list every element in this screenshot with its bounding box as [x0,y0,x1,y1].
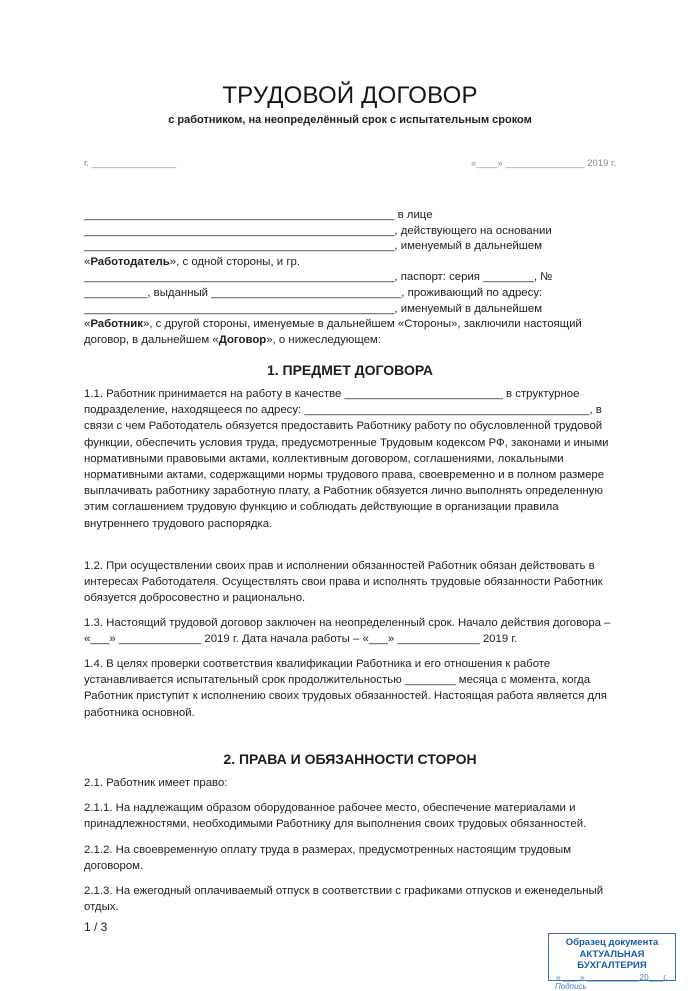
clause-1-2: 1.2. При осуществлении своих прав и исполнении обязанностей Работник обязан действовать в интересах Работодателя. Осуществлять свои права и исполнять трудовые обязанности Работник обязуется добросовестно и рационально. [84,560,603,605]
stamp-signature-label: Подпись [555,982,587,991]
employer-term: Работодатель [90,255,170,268]
parties-line: _________________________________________________, именуемый в дальнейшем [84,240,543,253]
section-2-heading: 2. ПРАВА И ОБЯЗАННОСТИ СТОРОН [223,751,477,767]
contract-term: Договор [218,333,267,346]
document-title: ТРУДОВОЙ ДОГОВОР [222,82,478,109]
employee-line: «Работник», с другой стороны, именуемые в дальнейшем «Стороны», заключили настоящий договор, в дальнейшем «Договор», о нижеследующем: [84,318,582,346]
employer-line: «Работодатель», с одной стороны, и гр. [84,255,300,268]
stamp-date-line: « ___ » ___________20___г. [555,973,669,982]
parties-line: _________________________________________________, действующего на основании [84,224,552,237]
parties-line: _________________________________________________, именуемый в дальнейшем [84,302,543,315]
clause-1-1: 1.1. Работник принимается на работу в качестве _________________________ в структурное подразделение, находящееся по адресу: _____________________________________________, в связи с чем Работодатель обязуется предоставить Работнику работу по обусловленной трудовой функции, обеспечить условия труда, предусмотренные Трудовым кодексом РФ, законами и иными нормативными правовыми актами, коллективным договором, соглашениями, локальными нормативными актами, содержащими нормы трудового права, своевременно и в полном размере выплачивать работнику заработную плату, а Работник обязуется лично выполнять определенную этим соглашением трудовую функцию и соблюдать действующие в организации правила внутреннего трудового распорядка. [84,388,609,530]
parties-line: __________, выданный ______________________________, проживающий по адресу: [84,286,543,299]
employee-term: Работник [90,318,143,331]
page-number: 1 / 3 [84,920,108,934]
clause-1-3: 1.3. Настоящий трудовой договор заключен на неопределенный срок. Начало действия договора – «___» _____________ 2019 г. Дата начала работы – «___» _____________ 2019 г. [84,617,611,646]
clause-2-1-3: 2.1.3. На ежегодный оплачиваемый отпуск в соответствии с графиками отпусков и еженедельный отдых. [84,885,604,914]
document-subtitle: с работником, на неопределённый срок с испытательным сроком [168,114,532,126]
place-date-row [84,158,616,169]
stamp-brand: АКТУАЛЬНАЯ БУХГАЛТЕРИЯ [577,949,647,971]
place-field: г. ________________ [84,158,177,169]
clause-1-4: 1.4. В целях проверки соответствия квалификации Работника и его отношения к работе устанавливается испытательный срок продолжительностью ________ месяца с момента, когда Работник приступит к исполнению своих трудовых обязанностей. Настоящая работа является для работника основной. [84,658,607,719]
sample-stamp [548,933,676,991]
stamp-title: Образец документа [565,937,659,948]
section-1-heading: 1. ПРЕДМЕТ ДОГОВОРА [266,362,434,378]
parties-line: _________________________________________________ в лице [84,209,433,221]
clause-2-1: 2.1. Работник имеет право: [84,777,228,789]
date-field: «____» _______________ 2019 г. [471,158,616,169]
parties-line: _________________________________________________, паспорт: серия ________, № [84,271,553,284]
clause-2-1-1: 2.1.1. На надлежащим образом оборудованное рабочее место, обеспечение материалами и принадлежностями, необходимыми Работнику для выполнения своих трудовых обязанностей. [84,802,587,831]
clause-2-1-2: 2.1.2. На своевременную оплату труда в размерах, предусмотренных настоящим трудовым договором. [84,844,572,873]
parties-block [84,208,616,348]
